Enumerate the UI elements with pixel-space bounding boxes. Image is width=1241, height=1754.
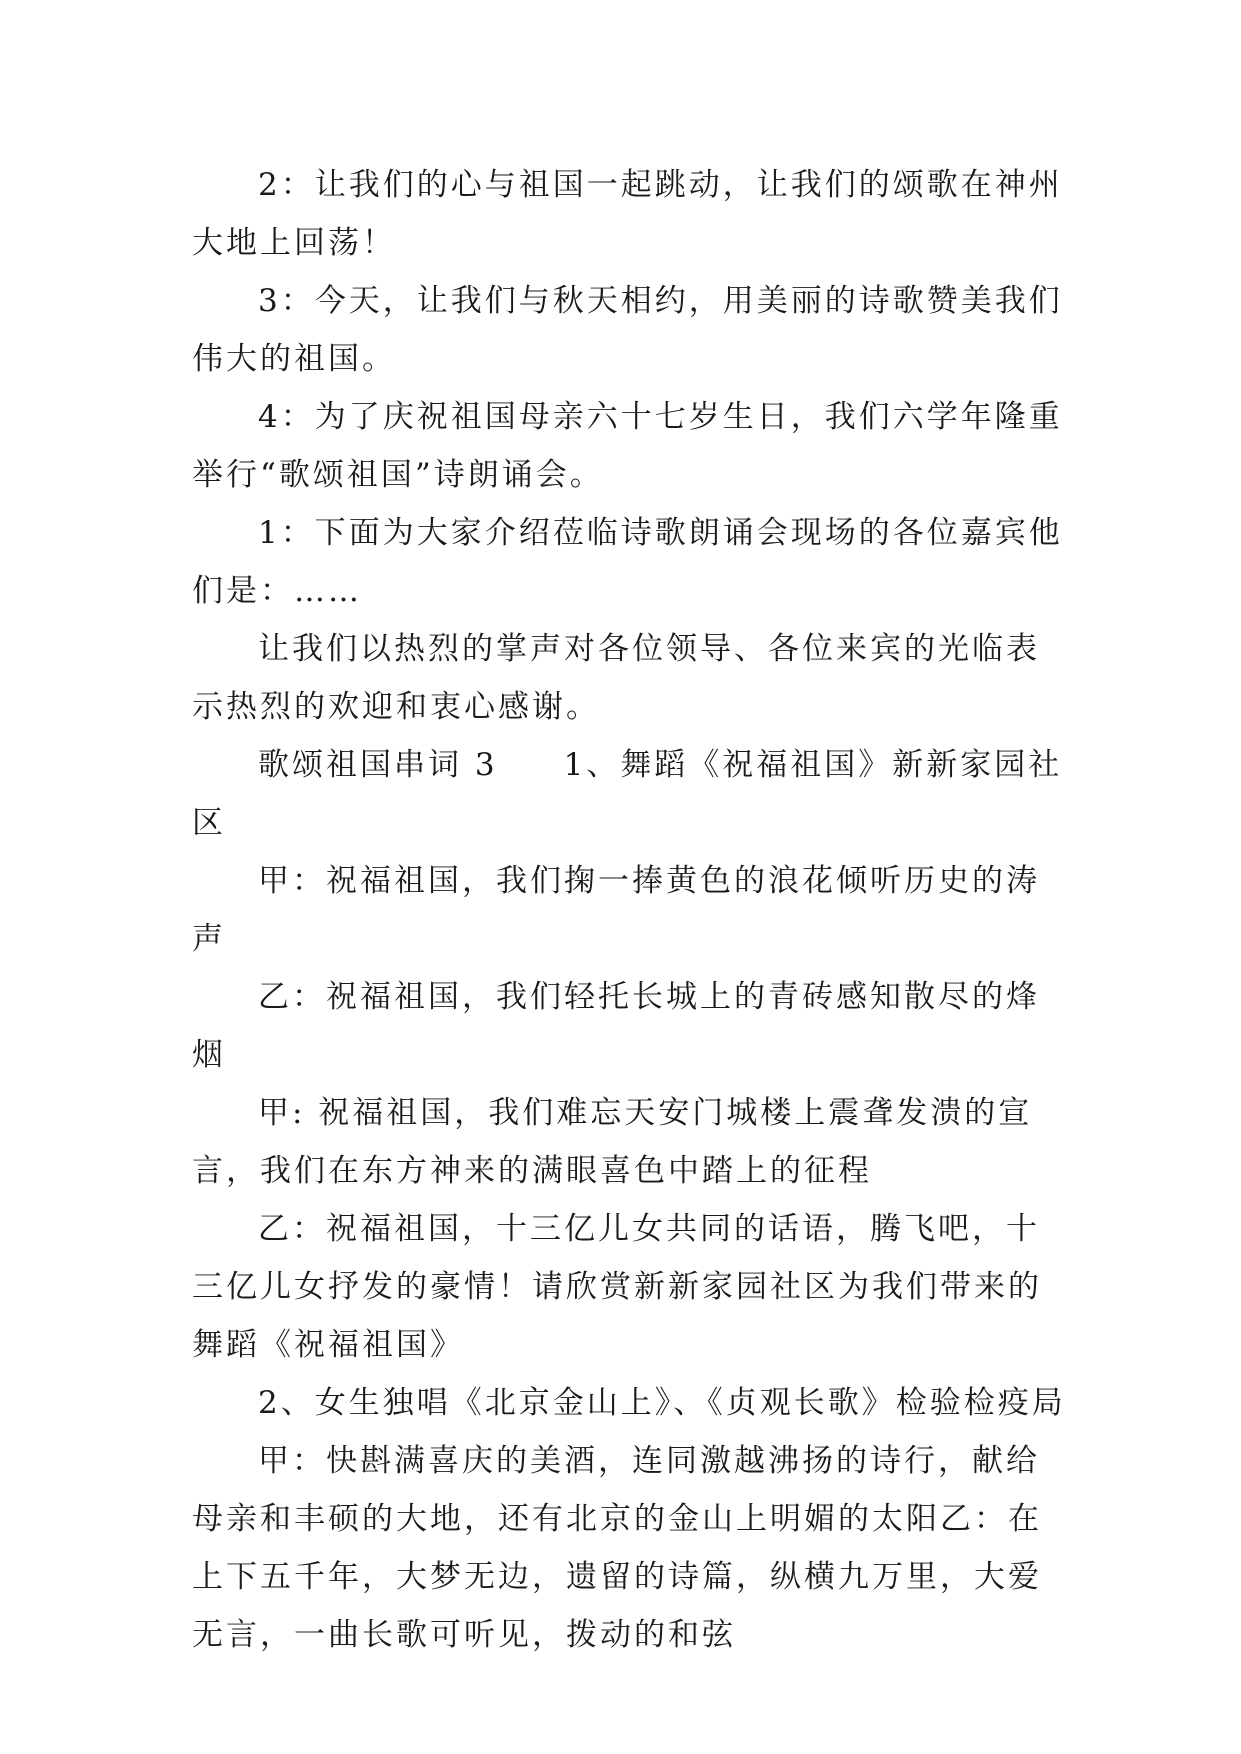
document-page xyxy=(192,156,1072,1664)
section-item: 1、舞蹈《祝福祖国》新新家园社区 xyxy=(192,747,1063,841)
paragraph: 4：为了庆祝祖国母亲六十七岁生日，我们六学年隆重举行“歌颂祖国”诗朗诵会。 xyxy=(192,399,1063,493)
paragraph: 甲：快斟满喜庆的美酒，连同激越沸扬的诗行，献给母亲和丰硕的大地，还有北京的金山上明媚的太阳乙：在上下五千年，大梦无边，遗留的诗篇，纵横九万里，大爱无言，一曲长歌可听见，拨动的和弦 xyxy=(192,1443,1042,1653)
paragraph: 甲：祝福祖国，我们掬一捧黄色的浪花倾听历史的涛声 xyxy=(192,863,1040,957)
paragraph: 甲: 祝福祖国，我们难忘天安门城楼上震聋发溃的宣言，我们在东方神来的满眼喜色中踏上的征程 xyxy=(192,1095,1033,1189)
paragraph: 乙：祝福祖国，我们轻托长城上的青砖感知散尽的烽烟 xyxy=(192,979,1040,1073)
paragraph: 2：让我们的心与祖国一起跳动，让我们的颂歌在神州大地上回荡！ xyxy=(192,167,1063,261)
paragraph: 1：下面为大家介绍莅临诗歌朗诵会现场的各位嘉宾他们是：…… xyxy=(192,515,1063,609)
paragraph: 让我们以热烈的掌声对各位领导、各位来宾的光临表示热烈的欢迎和衷心感谢。 xyxy=(192,631,1040,725)
paragraph: 乙：祝福祖国，十三亿儿女共同的话语，腾飞吧，十三亿儿女抒发的豪情！请欣赏新新家园社区为我们带来的舞蹈《祝福祖国》 xyxy=(192,1211,1042,1363)
paragraph: 3：今天，让我们与秋天相约，用美丽的诗歌赞美我们伟大的祖国。 xyxy=(192,283,1063,377)
section-title: 歌颂祖国串词 3 xyxy=(258,747,498,783)
paragraph: 2、女生独唱《北京金山上》、《贞观长歌》检验检疫局 xyxy=(258,1385,1066,1421)
section-heading xyxy=(192,736,1072,852)
